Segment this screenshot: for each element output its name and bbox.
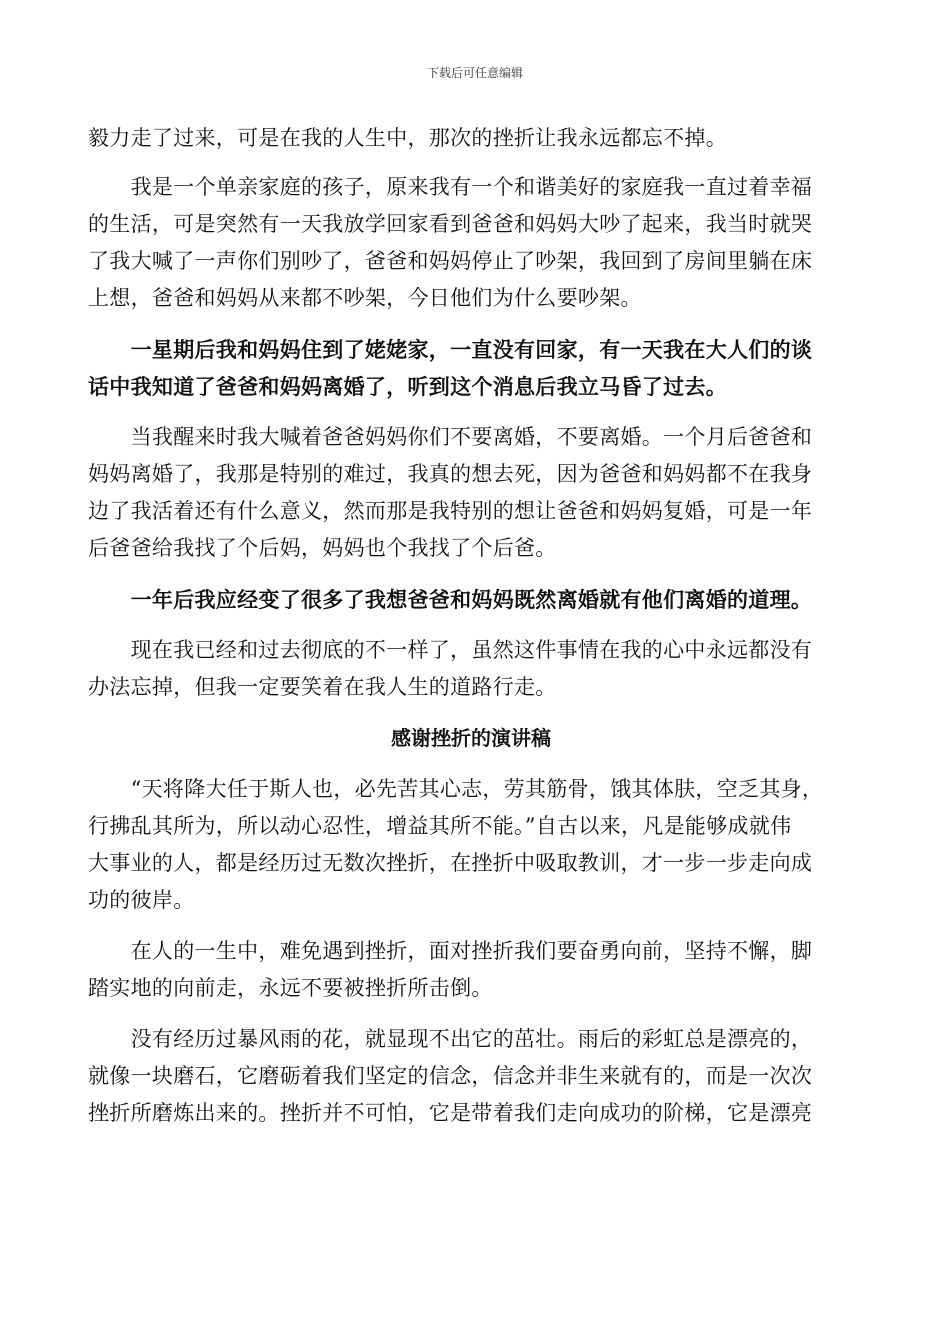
text-line: 一星期后我和妈妈住到了姥姥家，一直没有回家，有一天我在大人们的谈 — [88, 337, 813, 362]
text-line: 的生活，可是突然有一天我放学回家看到爸爸和妈妈大吵了起来，我当时就哭 — [88, 212, 813, 236]
document-body — [88, 120, 854, 1132]
text-line: 挫折所磨炼出来的。挫折并不可怕，它是带着我们走向成功的阶梯，它是漂亮 — [88, 1101, 813, 1125]
text-line: 大事业的人，都是经历过无数次挫折，在挫折中吸取教训，才一步一步走向成 — [88, 851, 813, 875]
paragraph-9 — [88, 1021, 854, 1132]
text-line: 一年后我应经变了很多了我想爸爸和妈妈既然离婚就有他们离婚的道理。 — [88, 587, 813, 612]
text-line: 没有经历过暴风雨的花，就显现不出它的茁壮。雨后的彩虹总是漂亮的， — [88, 1027, 813, 1051]
text-line: 话中我知道了爸爸和妈妈离婚了，听到这个消息后我立马昏了过去。 — [88, 374, 727, 399]
text-line: 妈妈离婚了，我那是特别的难过，我真的想去死，因为爸爸和妈妈都不在我身 — [88, 462, 813, 486]
paragraph-6 — [88, 632, 854, 706]
text-line: 我是一个单亲家庭的孩子，原来我有一个和谐美好的家庭我一直过着幸福 — [88, 175, 813, 199]
paragraph-1 — [88, 120, 854, 157]
text-line: 后爸爸给我找了个后妈，妈妈也个我找了个后爸。 — [88, 536, 557, 560]
text-line: 踏实地的向前走，永远不要被挫折所击倒。 — [88, 976, 493, 1000]
text-line: 当我醒来时我大喊着爸爸妈妈你们不要离婚，不要离婚。一个月后爸爸和 — [88, 425, 813, 449]
text-line: 毅力走了过来，可是在我的人生中，那次的挫折让我永远都忘不掉。 — [88, 126, 727, 150]
paragraph-2 — [88, 169, 854, 317]
text-line: 功的彼岸。 — [88, 888, 195, 912]
text-line: “天将降大任于斯人也，必先苦其心志，劳其筋骨，饿其体肤，空乏其身， — [88, 777, 824, 801]
text-line: 行拂乱其所为，所以动心忍性，增益其所不能。”自古以来，凡是能够成就伟 — [88, 814, 792, 838]
text-line: 办法忘掉，但我一定要笑着在我人生的道路行走。 — [88, 675, 557, 699]
section-title: 感谢挫折的演讲稿 — [391, 726, 551, 750]
paragraph-4 — [88, 419, 854, 567]
paragraph-3-bold — [88, 331, 854, 405]
text-line: 边了我活着还有什么意义，然而那是我特别的想让爸爸和妈妈复婚，可是一年 — [88, 499, 813, 523]
paragraph-7 — [88, 771, 854, 919]
paragraph-8 — [88, 933, 854, 1007]
text-line: 上想，爸爸和妈妈从来都不吵架，今日他们为什么要吵架。 — [88, 286, 642, 310]
text-line: 了我大喊了一声你们别吵了，爸爸和妈妈停止了吵架，我回到了房间里躺在床 — [88, 249, 813, 273]
page-header: 下载后可任意编辑 — [426, 66, 523, 80]
text-line: 就像一块磨石，它磨砺着我们坚定的信念，信念并非生来就有的，而是一次次 — [88, 1064, 813, 1088]
text-line: 现在我已经和过去彻底的不一样了，虽然这件事情在我的心中永远都没有 — [88, 638, 813, 662]
paragraph-5-bold — [88, 581, 854, 618]
text-line: 在人的一生中，难免遇到挫折，面对挫折我们要奋勇向前，坚持不懈，脚 — [88, 939, 813, 963]
